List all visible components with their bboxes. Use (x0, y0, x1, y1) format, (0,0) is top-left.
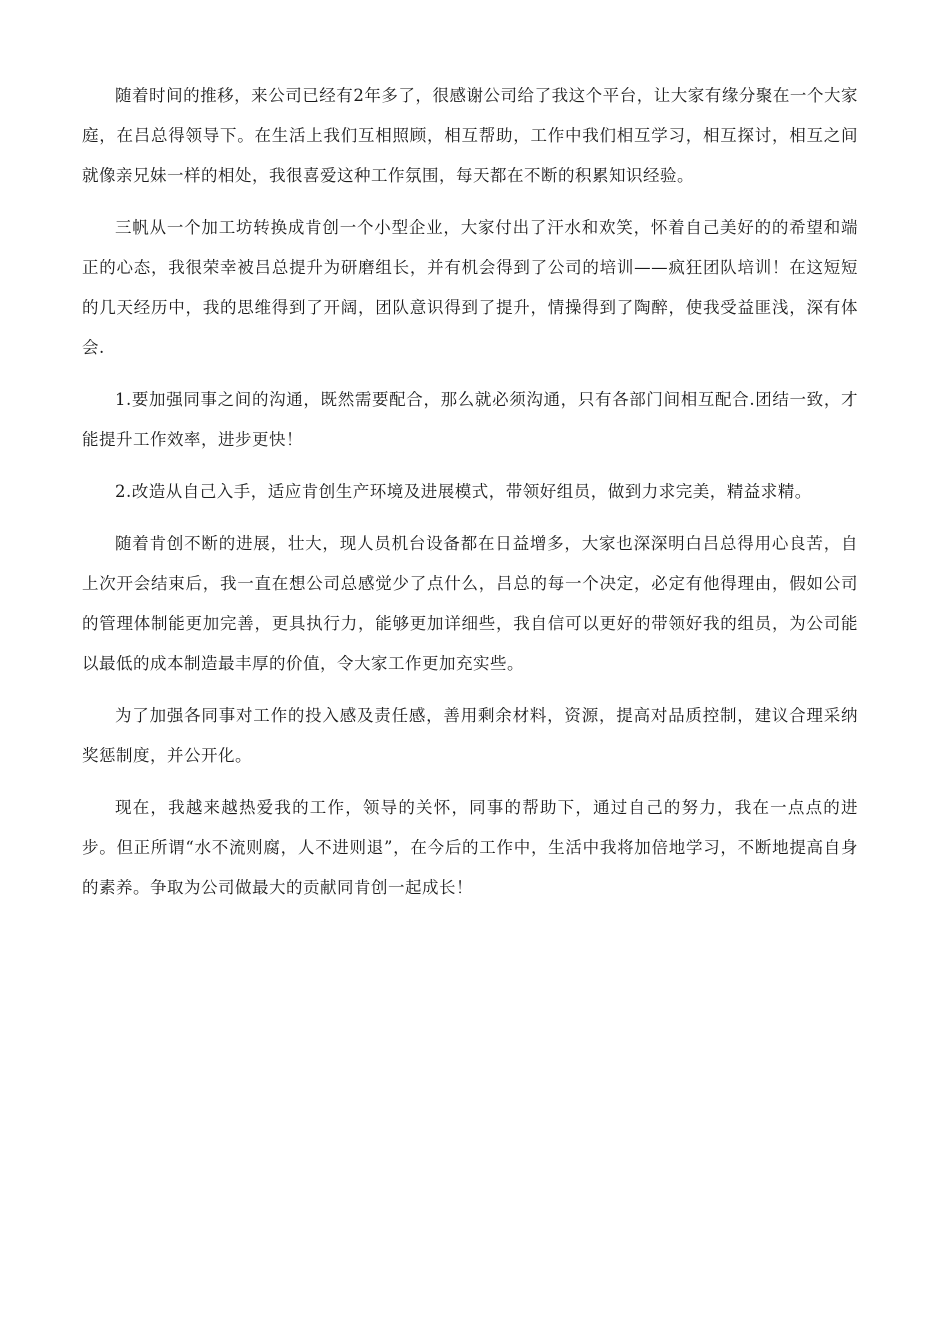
paragraph-conclusion: 现在，我越来越热爱我的工作，领导的关怀，同事的帮助下，通过自己的努力，我在一点点的进步。但正所谓“水不流则腐，人不进则退”，在今后的工作中，生活中我将加倍地学习，不断地提高自身的素养。争取为公司做最大的贡献同肯创一起成长！ (82, 798, 858, 897)
paragraph-point-2: 2.改造从自己入手，适应肯创生产环境及进展模式，带领好组员，做到力求完美，精益求精。 (115, 482, 812, 501)
paragraph-development: 随着肯创不断的进展，壮大，现人员机台设备都在日益增多，大家也深深明白吕总得用心良苦，自上次开会结束后，我一直在想公司总感觉少了点什么，吕总的每一个决定，必定有他得理由，假如公司的管理体制能更加完善，更具执行力，能够更加详细些，我自信可以更好的带领好我的组员，为公司能以最低的成本制造最丰厚的价值，令大家工作更加充实些。 (82, 534, 858, 673)
paragraph-training: 三帆从一个加工坊转换成肯创一个小型企业，大家付出了汗水和欢笑，怀着自己美好的的希望和端正的心态，我很荣幸被吕总提升为研磨组长，并有机会得到了公司的培训——疯狂团队培训！在这短短的几天经历中，我的思维得到了开阔，团队意识得到了提升，情操得到了陶醉，使我受益匪浅，深有体会. (82, 218, 858, 357)
paragraph-suggestion: 为了加强各同事对工作的投入感及责任感，善用剩余材料，资源，提高对品质控制，建议合理采纳奖惩制度，并公开化。 (82, 706, 858, 765)
document-body (82, 76, 858, 920)
paragraph-point-1: 1.要加强同事之间的沟通，既然需要配合，那么就必须沟通，只有各部门间相互配合.团结一致，才能提升工作效率，进步更快！ (82, 390, 858, 449)
paragraph-intro: 随着时间的推移，来公司已经有2年多了，很感谢公司给了我这个平台，让大家有缘分聚在一个大家庭，在吕总得领导下。在生活上我们互相照顾，相互帮助，工作中我们相互学习，相互探讨，相互之间就像亲兄妹一样的相处，我很喜爱这种工作氛围，每天都在不断的积累知识经验。 (82, 86, 858, 185)
